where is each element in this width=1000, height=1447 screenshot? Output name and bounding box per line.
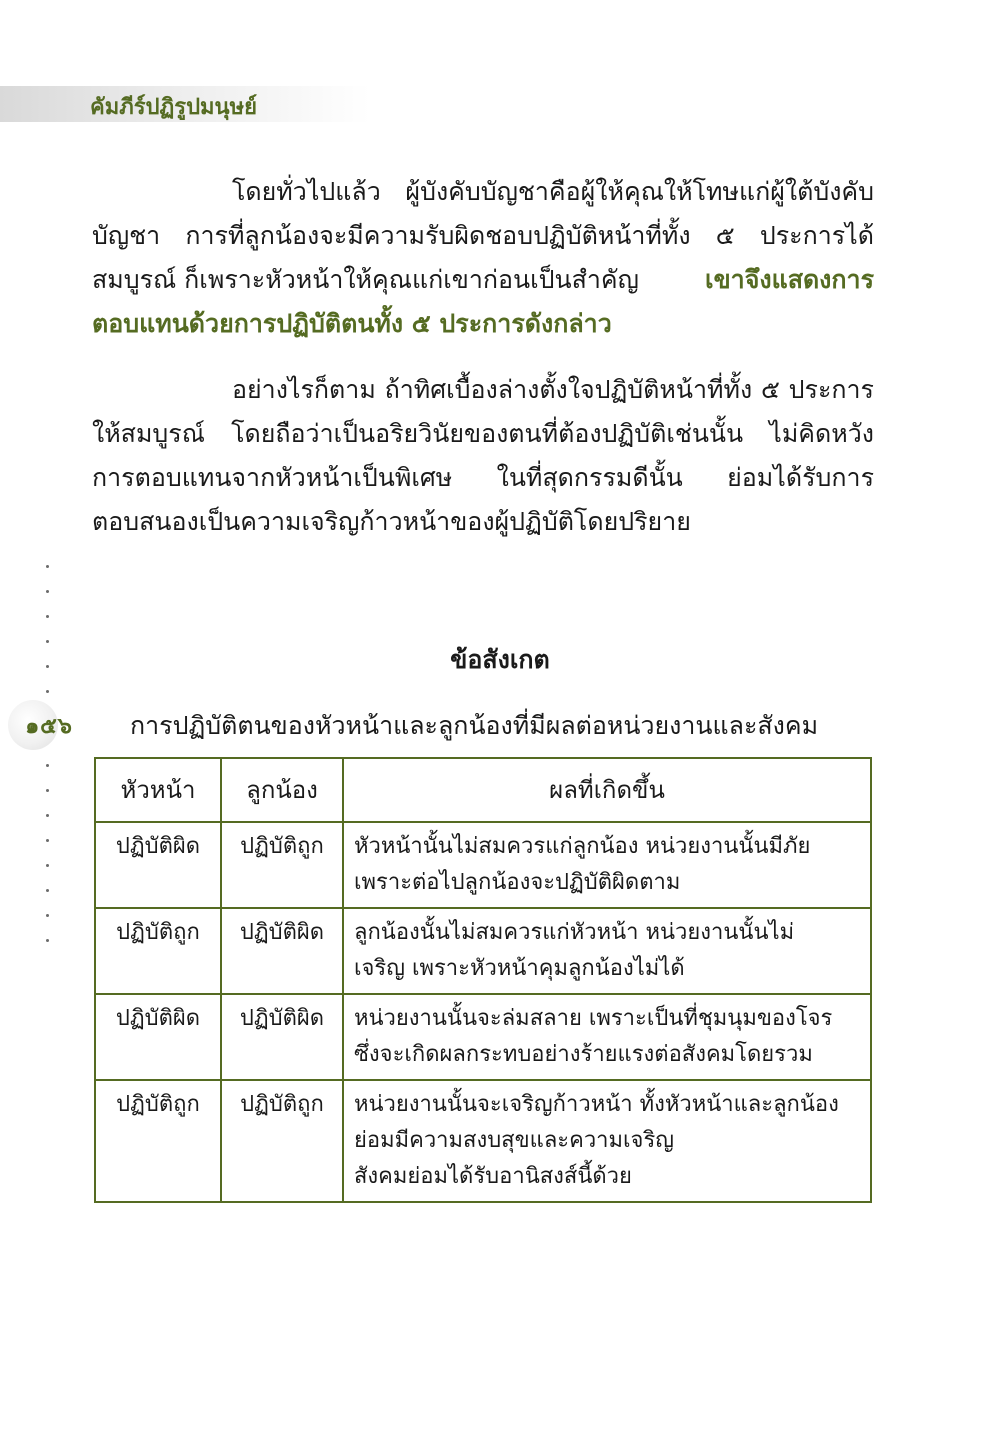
result-line: สังคมย่อมได้รับอานิสงส์นี้ด้วย [354, 1164, 632, 1189]
header-result: ผลที่เกิดขึ้น [343, 758, 871, 822]
paragraph-line: โดยทั่วไปแล้ว ผู้บังคับบัญชาคือผู้ให้คุณให้โทษแก่ผู้ใต้บังคับ [232, 177, 874, 206]
table-row [95, 1080, 871, 1202]
cell-subordinate: ปฏิบัติผิด [221, 908, 343, 994]
result-line: ลูกน้องนั้นไม่สมควรแก่หัวหน้า หน่วยงานนั้นไม่ [354, 920, 795, 945]
paragraph-line-text: สมบูรณ์ ก็เพราะหัวหน้าให้คุณแก่เขาก่อนเป็นสำคัญ [92, 265, 639, 294]
paragraph-line: ตอบสนองเป็นความเจริญก้าวหน้าของผู้ปฏิบัติโดยปริยาย [92, 507, 691, 536]
paragraph-line: บัญชา การที่ลูกน้องจะมีความรับผิดชอบปฏิบัติหน้าที่ทั้ง ๕ ประการได้ [92, 221, 874, 250]
highlighted-line: ตอบแทนด้วยการปฏิบัติตนทั้ง ๕ ประการดังกล่าว [92, 309, 612, 338]
outcome-table [94, 757, 872, 1203]
cell-subordinate: ปฏิบัติผิด [221, 994, 343, 1080]
result-line: หน่วยงานนั้นจะเจริญก้าวหน้า ทั้งหัวหน้าและลูกน้อง [354, 1092, 839, 1117]
result-line: หน่วยงานนั้นจะล่มสลาย เพราะเป็นที่ชุมนุมของโจร [354, 1006, 833, 1031]
cell-result [343, 994, 871, 1080]
table-header-row [95, 758, 871, 822]
cell-leader: ปฏิบัติผิด [95, 994, 221, 1080]
paragraph-2 [92, 368, 874, 544]
result-line: เจริญ เพราะหัวหน้าคุมลูกน้องไม่ได้ [354, 956, 685, 981]
section-title: ข้อสังเกต [450, 645, 550, 674]
paragraph-line: อย่างไรก็ตาม ถ้าทิศเบื้องล่างตั้งใจปฏิบัติหน้าที่ทั้ง ๕ ประการ [232, 375, 874, 404]
paragraph-line: ให้สมบูรณ์ โดยถือว่าเป็นอริยวินัยของตนที่ต้องปฏิบัติเช่นนั้น ไม่คิดหวัง [92, 419, 874, 448]
paragraph-1 [92, 170, 874, 346]
table-row [95, 822, 871, 908]
cell-leader: ปฏิบัติถูก [95, 908, 221, 994]
page-number: ๑๕๖ [25, 713, 73, 739]
paragraph-line [92, 258, 874, 302]
cell-result [343, 1080, 871, 1202]
cell-leader: ปฏิบัติผิด [95, 822, 221, 908]
cell-subordinate: ปฏิบัติถูก [221, 1080, 343, 1202]
paragraph-line: การตอบแทนจากหัวหน้าเป็นพิเศษ ในที่สุดกรรมดีนั้น ย่อมได้รับการ [92, 463, 874, 492]
table-row [95, 994, 871, 1080]
cell-result [343, 908, 871, 994]
cell-leader: ปฏิบัติถูก [95, 1080, 221, 1202]
header-leader: หัวหน้า [95, 758, 221, 822]
highlighted-text: เขาจึงแสดงการ [705, 265, 874, 294]
decorative-dots-bottom [46, 764, 52, 964]
result-line: หัวหน้านั้นไม่สมควรแก่ลูกน้อง หน่วยงานนั้นมีภัย [354, 834, 811, 859]
result-line: ซึ่งจะเกิดผลกระทบอย่างร้ายแรงต่อสังคมโดยรวม [354, 1042, 813, 1067]
result-line: เพราะต่อไปลูกน้องจะปฏิบัติผิดตาม [354, 870, 681, 895]
header-subordinate: ลูกน้อง [221, 758, 343, 822]
result-line: ย่อมมีความสงบสุขและความเจริญ [354, 1128, 675, 1153]
running-header-title: คัมภีร์ปฏิรูปมนุษย์ [90, 95, 257, 120]
cell-subordinate: ปฏิบัติถูก [221, 822, 343, 908]
cell-result [343, 822, 871, 908]
table-row [95, 908, 871, 994]
table-caption: การปฏิบัติตนของหัวหน้าและลูกน้องที่มีผลต่อหน่วยงานและสังคม [130, 711, 819, 740]
page-number-badge [12, 700, 86, 750]
